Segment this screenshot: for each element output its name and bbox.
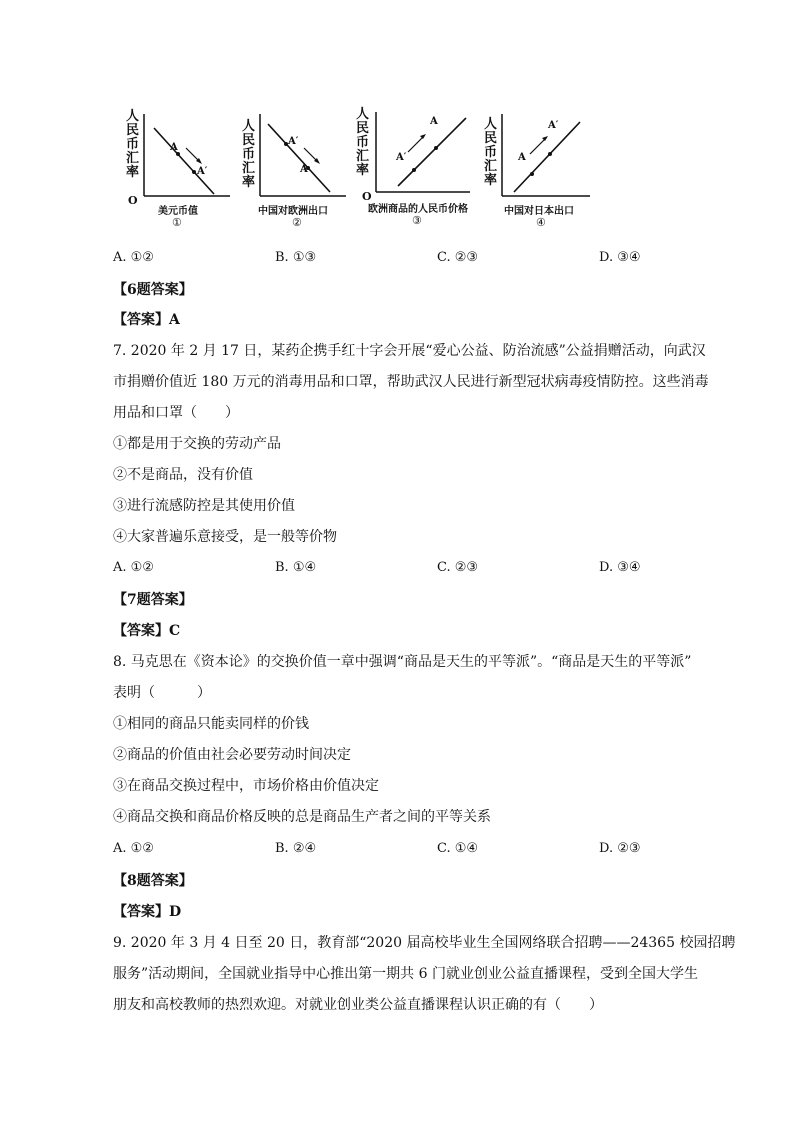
origin: O [128, 194, 138, 207]
figure-4-xlabel: 中国对日本出口 [504, 206, 574, 217]
q9-stem-line-2: 服务”活动期间，全国就业指导中心推出第一期共 6 门就业创业公益直播课程，受到全国大学生 [113, 966, 698, 982]
q7-answer: 【答案】C [113, 623, 181, 639]
q9-stem-line-1: 9. 2020 年 3 月 4 日至 20 日，教育部“2020 届高校毕业生全国网络联合招聘——24365 校园招聘 [113, 935, 736, 951]
figure-3-number: ③ [412, 214, 422, 227]
origin: O [362, 190, 372, 203]
q7-stem-line-2: 市捐赠价值近 180 万元的消毒用品和口罩，帮助武汉人民进行新型冠状病毒疫情防控。这些消毒 [113, 374, 709, 390]
figure-2-graph [242, 108, 362, 208]
q8-options [113, 841, 653, 861]
q7-option-c[interactable]: C. ②③ [437, 560, 479, 575]
figure-2 [242, 108, 362, 238]
figures-row [120, 108, 620, 238]
q7-item-4: ④大家普遍乐意接受，是一般等价物 [113, 529, 337, 545]
q8-answer: 【答案】D [113, 904, 182, 920]
q8-option-c[interactable]: C. ①④ [437, 841, 479, 856]
q7-item-2: ②不是商品，没有价值 [113, 467, 253, 483]
point-a: A [300, 164, 308, 175]
q7-option-b[interactable]: B. ①④ [275, 560, 317, 575]
point-a-prime: A′ [288, 136, 299, 147]
q8-answer-header: 【8题答案】 [113, 873, 193, 889]
q6-option-c[interactable]: C. ②③ [437, 250, 479, 265]
q6-answer: 【答案】A [113, 312, 180, 328]
figure-1-xlabel: 美元币值 [158, 206, 198, 217]
figure-1-number: ① [172, 216, 182, 229]
figure-4-number: ④ [536, 216, 546, 229]
q8-item-2: ②商品的价值由社会必要劳动时间决定 [113, 747, 351, 763]
q7-option-a[interactable]: A. ①② [113, 560, 154, 575]
figure-1-graph [120, 108, 240, 208]
q8-option-b[interactable]: B. ②④ [275, 841, 317, 856]
figure-3-xlabel: 欧洲商品的人民币价格 [368, 204, 468, 215]
figure-2-number: ② [292, 216, 302, 229]
figure-1 [120, 108, 240, 238]
figure-3-ylabel: 人民币汇率 [356, 107, 370, 178]
figure-3 [356, 108, 476, 238]
point-a-prime: A′ [197, 166, 208, 177]
q8-stem-line-1: 8. 马克思在《资本论》的交换价值一章中强调“商品是天生的平等派”。“商品是天生的平等派” [113, 654, 692, 670]
figure-3-graph [356, 108, 486, 208]
q7-item-1: ①都是用于交换的劳动产品 [113, 436, 281, 452]
figure-1-ylabel: 人民币汇率 [126, 109, 140, 180]
q8-option-d[interactable]: D. ②③ [599, 841, 641, 856]
q7-item-3: ③进行流感防控是其使用价值 [113, 498, 295, 514]
point-a: A [430, 116, 438, 127]
q6-option-d[interactable]: D. ③④ [599, 250, 641, 265]
point-a: A [170, 142, 178, 153]
q8-option-a[interactable]: A. ①② [113, 841, 154, 856]
q7-stem-line-1: 7. 2020 年 2 月 17 日，某药企携手红十字会开展“爱心公益、防治流感”公益捐赠活动，向武汉 [113, 343, 706, 359]
figure-4-ylabel: 人民币汇率 [484, 117, 498, 188]
point-a-prime: A′ [548, 120, 559, 131]
q8-stem-line-2: 表明（ ） [113, 685, 211, 701]
q8-item-3: ③在商品交换过程中，市场价格由价值决定 [113, 778, 379, 794]
point-a-prime: A′ [396, 152, 407, 163]
q7-stem-line-3: 用品和口罩（ ） [113, 405, 239, 421]
q6-option-a[interactable]: A. ①② [113, 250, 154, 265]
q9-stem-line-3: 朋友和高校教师的热烈欢迎。对就业创业类公益直播课程认识正确的有（ ） [113, 997, 603, 1013]
q7-options [113, 560, 653, 580]
figure-2-xlabel: 中国对欧洲出口 [258, 206, 328, 217]
q6-answer-header: 【6题答案】 [113, 282, 193, 298]
figure-2-ylabel: 人民币汇率 [242, 119, 256, 190]
q8-item-1: ①相同的商品只能卖同样的价钱 [113, 716, 309, 732]
figure-4 [484, 108, 604, 238]
q7-answer-header: 【7题答案】 [113, 592, 193, 608]
q7-option-d[interactable]: D. ③④ [599, 560, 641, 575]
point-a: A [518, 152, 526, 163]
q6-option-b[interactable]: B. ①③ [275, 250, 317, 265]
q8-item-4: ④商品交换和商品价格反映的总是商品生产者之间的平等关系 [113, 809, 491, 825]
q6-options [113, 250, 653, 270]
figure-4-graph [484, 108, 604, 208]
